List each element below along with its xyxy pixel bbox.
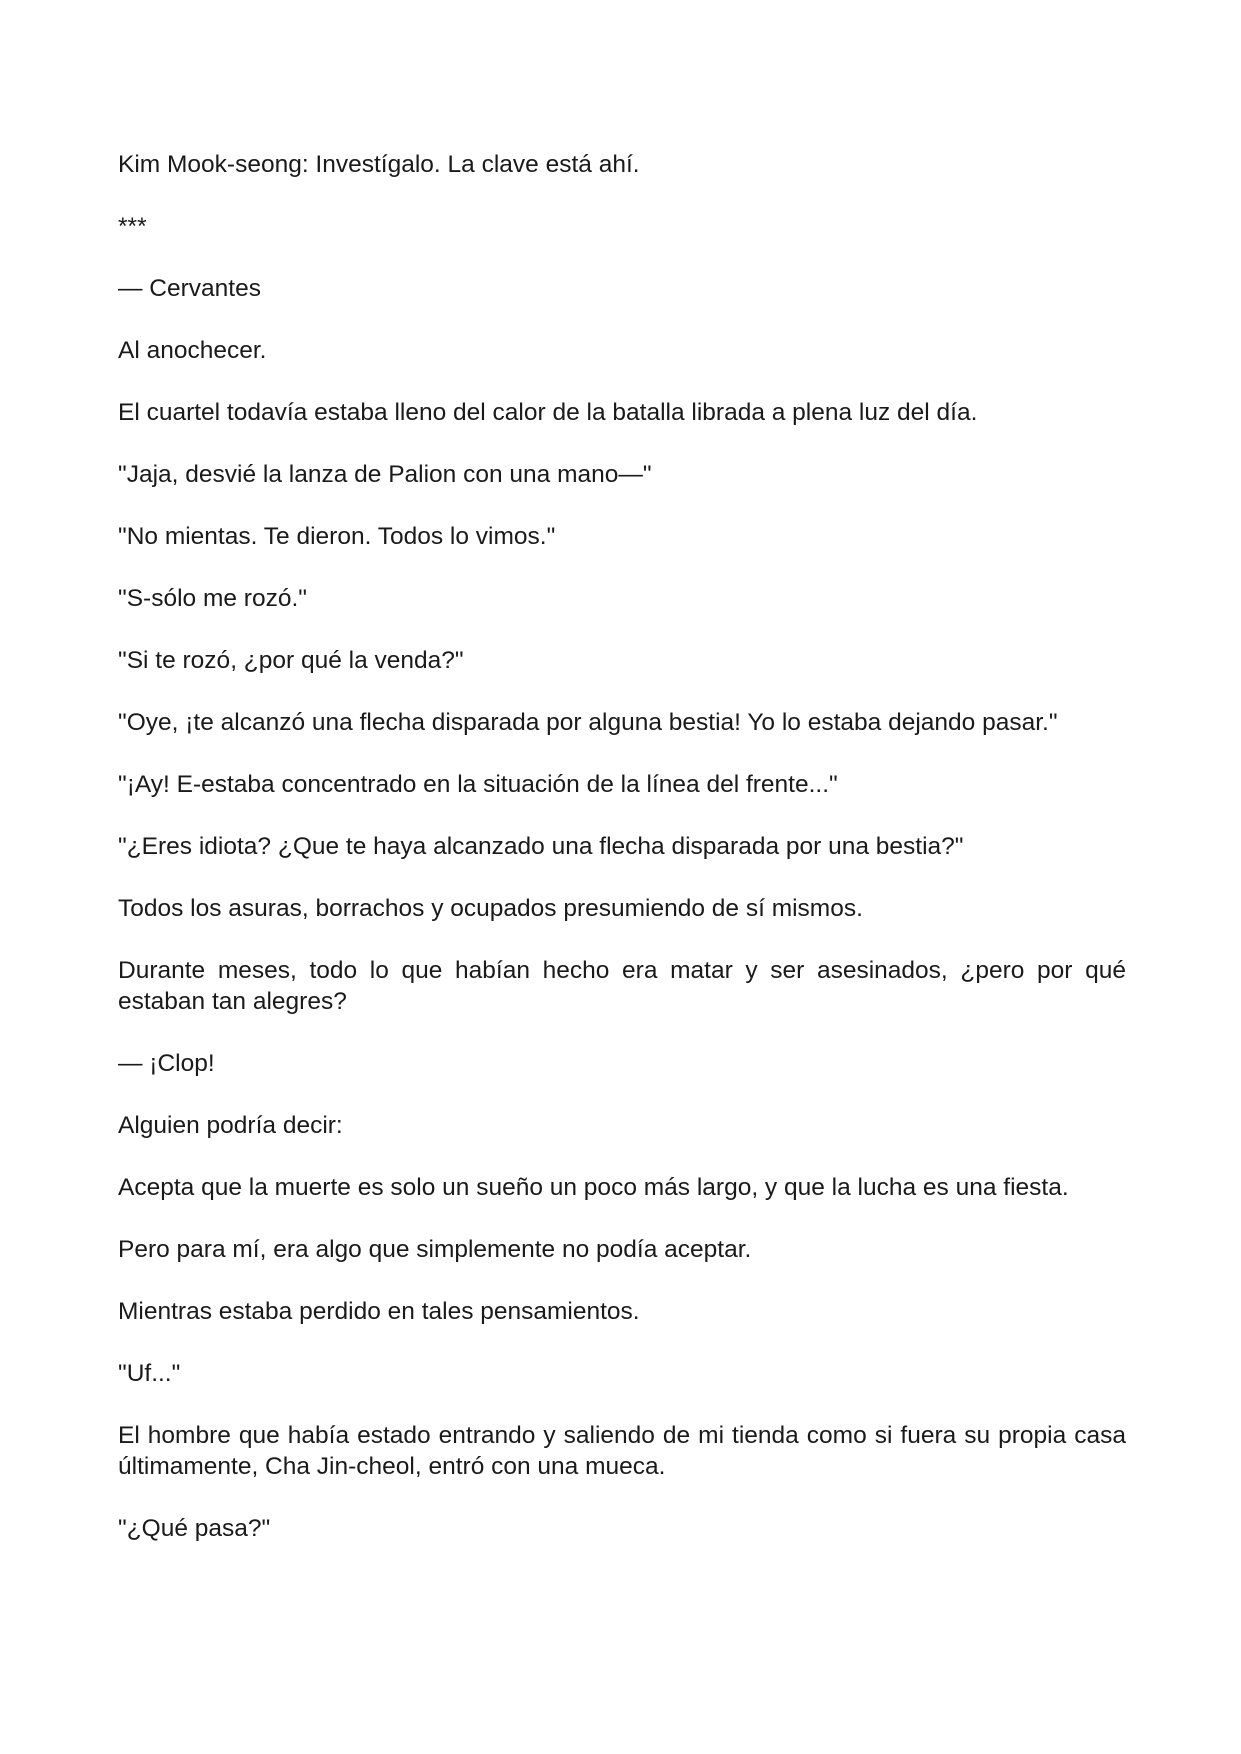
- paragraph: Pero para mí, era algo que simplemente no podía aceptar.: [118, 1236, 752, 1263]
- dialogue-line: "S-sólo me rozó.": [118, 585, 307, 612]
- dialogue-line: "¡Ay! E-estaba concentrado en la situación de la línea del frente...": [118, 771, 838, 798]
- dialogue-line: "Uf...": [118, 1360, 181, 1387]
- dialogue-line: "Si te rozó, ¿por qué la venda?": [118, 647, 464, 674]
- dialogue-line: "Jaja, desvié la lanza de Palion con una mano—": [118, 461, 652, 488]
- scene-break: ***: [118, 213, 147, 240]
- paragraph: Todos los asuras, borrachos y ocupados presumiendo de sí mismos.: [118, 895, 863, 922]
- paragraph: Durante meses, todo lo que habían hecho era matar y ser asesinados, ¿pero por qué estaban tan alegres?: [118, 957, 1126, 1015]
- paragraph: Mientras estaba perdido en tales pensamientos.: [118, 1298, 640, 1325]
- paragraph: Alguien podría decir:: [118, 1112, 343, 1139]
- paragraph: — ¡Clop!: [118, 1050, 215, 1077]
- paragraph: Acepta que la muerte es solo un sueño un poco más largo, y que la lucha es una fiesta.: [118, 1174, 1069, 1201]
- dialogue-line: "No mientas. Te dieron. Todos lo vimos.": [118, 523, 556, 550]
- paragraph: — Cervantes: [118, 275, 261, 302]
- paragraph: Kim Mook-seong: Investígalo. La clave está ahí.: [118, 151, 640, 178]
- paragraph: El cuartel todavía estaba lleno del calor de la batalla librada a plena luz del día.: [118, 399, 978, 426]
- dialogue-line: "Oye, ¡te alcanzó una flecha disparada por alguna bestia! Yo lo estaba dejando pasar.": [118, 709, 1058, 736]
- paragraph: Al anochecer.: [118, 337, 267, 364]
- document-body: [118, 149, 1126, 1544]
- dialogue-line: "¿Eres idiota? ¿Que te haya alcanzado una flecha disparada por una bestia?": [118, 833, 964, 860]
- dialogue-line: "¿Qué pasa?": [118, 1515, 271, 1542]
- paragraph: El hombre que había estado entrando y saliendo de mi tienda como si fuera su propia casa últimamente, Cha Jin-cheol, entró con una mueca.: [118, 1422, 1126, 1480]
